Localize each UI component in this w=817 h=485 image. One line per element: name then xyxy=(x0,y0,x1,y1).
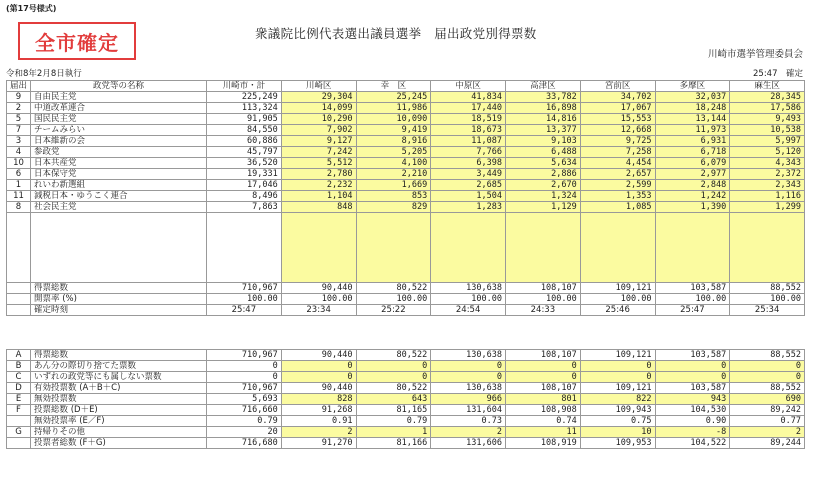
totals-key xyxy=(7,294,31,305)
vote-count: 11,973 xyxy=(655,125,730,136)
summary-value: 20 xyxy=(207,427,282,438)
summary-value: 11 xyxy=(506,427,581,438)
summary-label: 有効投票数 (A＋B＋C) xyxy=(31,383,207,394)
summary-label: 得票総数 xyxy=(31,350,207,361)
col-header-area: 中原区 xyxy=(431,81,506,92)
party-row xyxy=(7,202,805,213)
col-header-area: 川崎市・計 xyxy=(207,81,282,92)
totals-value: 100.00 xyxy=(431,294,506,305)
vote-count: 45,797 xyxy=(207,147,282,158)
summary-value: 0.75 xyxy=(580,416,655,427)
party-row xyxy=(7,125,805,136)
totals-value: 24:33 xyxy=(506,305,581,316)
party-row xyxy=(7,180,805,191)
vote-count: 2,372 xyxy=(730,169,805,180)
vote-count: 13,377 xyxy=(506,125,581,136)
vote-count: 9,725 xyxy=(580,136,655,147)
vote-count: 32,037 xyxy=(655,92,730,103)
summary-value: 88,552 xyxy=(730,350,805,361)
vote-count: 113,324 xyxy=(207,103,282,114)
summary-value: 822 xyxy=(580,394,655,405)
col-header-area: 多摩区 xyxy=(655,81,730,92)
vote-count: 2,232 xyxy=(281,180,356,191)
vote-count: 2,210 xyxy=(356,169,431,180)
party-number: 4 xyxy=(7,147,31,158)
totals-label: 開票率 (%) xyxy=(31,294,207,305)
vote-count: 9,127 xyxy=(281,136,356,147)
summary-value: 90,440 xyxy=(281,383,356,394)
summary-value: 0 xyxy=(207,372,282,383)
vote-count: 4,100 xyxy=(356,158,431,169)
totals-value: 710,967 xyxy=(207,283,282,294)
vote-count: 2,848 xyxy=(655,180,730,191)
totals-value: 103,587 xyxy=(655,283,730,294)
totals-value: 24:54 xyxy=(431,305,506,316)
vote-count: 17,440 xyxy=(431,103,506,114)
summary-value: 104,522 xyxy=(655,438,730,449)
vote-count: 4,343 xyxy=(730,158,805,169)
summary-value: 109,953 xyxy=(580,438,655,449)
col-header-area: 川崎区 xyxy=(281,81,356,92)
blank-cell xyxy=(281,213,356,283)
party-name: 自由民主党 xyxy=(31,92,207,103)
party-row xyxy=(7,191,805,202)
summary-value: -8 xyxy=(655,427,730,438)
party-row xyxy=(7,158,805,169)
summary-value: 131,604 xyxy=(431,405,506,416)
summary-value: 2 xyxy=(730,427,805,438)
vote-count: 853 xyxy=(356,191,431,202)
party-number: 1 xyxy=(7,180,31,191)
vote-count: 11,986 xyxy=(356,103,431,114)
party-name: 減税日本・ゆうこく連合 xyxy=(31,191,207,202)
party-row xyxy=(7,103,805,114)
vote-count: 2,685 xyxy=(431,180,506,191)
summary-value: 5,693 xyxy=(207,394,282,405)
summary-key: F xyxy=(7,405,31,416)
summary-value: 104,530 xyxy=(655,405,730,416)
summary-value: 0 xyxy=(580,361,655,372)
vote-count: 18,248 xyxy=(655,103,730,114)
blank-cell xyxy=(356,213,431,283)
col-header-area: 高津区 xyxy=(506,81,581,92)
totals-value: 100.00 xyxy=(356,294,431,305)
summary-key xyxy=(7,416,31,427)
summary-value: 0 xyxy=(281,361,356,372)
confirmation-status: 25:47 確定 xyxy=(753,69,803,79)
summary-label: いずれの政党等にも属しない票数 xyxy=(31,372,207,383)
vote-count: 12,668 xyxy=(580,125,655,136)
vote-count: 1,283 xyxy=(431,202,506,213)
vote-count: 225,249 xyxy=(207,92,282,103)
summary-value: 0.74 xyxy=(506,416,581,427)
vote-count: 2,886 xyxy=(506,169,581,180)
summary-value: 0 xyxy=(580,372,655,383)
vote-count: 6,079 xyxy=(655,158,730,169)
summary-value: 103,587 xyxy=(655,383,730,394)
summary-value: 80,522 xyxy=(356,383,431,394)
vote-count: 6,931 xyxy=(655,136,730,147)
blank-cell xyxy=(580,213,655,283)
election-date: 令和8年2月8日執行 xyxy=(6,69,82,79)
summary-key: C xyxy=(7,372,31,383)
summary-label: 無効投票数 xyxy=(31,394,207,405)
summary-value: 81,166 xyxy=(356,438,431,449)
summary-value: 109,121 xyxy=(580,383,655,394)
vote-count: 8,496 xyxy=(207,191,282,202)
vote-count: 1,390 xyxy=(655,202,730,213)
totals-value: 25:22 xyxy=(356,305,431,316)
summary-value: 0 xyxy=(730,372,805,383)
col-header-no: 届出 xyxy=(7,81,31,92)
summary-value: 0 xyxy=(655,361,730,372)
party-name: 国民民主党 xyxy=(31,114,207,125)
summary-value: 10 xyxy=(580,427,655,438)
party-row xyxy=(7,169,805,180)
summary-label: 持帰りその他 xyxy=(31,427,207,438)
totals-key xyxy=(7,305,31,316)
vote-count: 9,493 xyxy=(730,114,805,125)
col-header-area: 麻生区 xyxy=(730,81,805,92)
vote-count: 1,353 xyxy=(580,191,655,202)
party-number: 2 xyxy=(7,103,31,114)
summary-value: 710,967 xyxy=(207,383,282,394)
party-number: 3 xyxy=(7,136,31,147)
summary-row xyxy=(7,372,805,383)
vote-count: 2,343 xyxy=(730,180,805,191)
totals-row xyxy=(7,294,805,305)
party-row xyxy=(7,136,805,147)
summary-value: 0 xyxy=(730,361,805,372)
vote-count: 6,488 xyxy=(506,147,581,158)
party-row xyxy=(7,114,805,125)
vote-count: 11,087 xyxy=(431,136,506,147)
totals-value: 25:46 xyxy=(580,305,655,316)
summary-value: 0.91 xyxy=(281,416,356,427)
summary-value: 2 xyxy=(431,427,506,438)
vote-count: 1,324 xyxy=(506,191,581,202)
summary-value: 130,638 xyxy=(431,383,506,394)
summary-value: 0 xyxy=(431,372,506,383)
vote-count: 6,718 xyxy=(655,147,730,158)
vote-count: 7,242 xyxy=(281,147,356,158)
vote-count: 41,834 xyxy=(431,92,506,103)
vote-count: 7,902 xyxy=(281,125,356,136)
vote-count: 5,997 xyxy=(730,136,805,147)
summary-value: 828 xyxy=(281,394,356,405)
vote-count: 5,634 xyxy=(506,158,581,169)
summary-value: 643 xyxy=(356,394,431,405)
summary-value: 2 xyxy=(281,427,356,438)
party-number: 8 xyxy=(7,202,31,213)
summary-key xyxy=(7,438,31,449)
totals-value: 100.00 xyxy=(207,294,282,305)
party-number: 6 xyxy=(7,169,31,180)
vote-count: 829 xyxy=(356,202,431,213)
summary-value: 131,606 xyxy=(431,438,506,449)
vote-count: 1,129 xyxy=(506,202,581,213)
vote-count: 1,104 xyxy=(281,191,356,202)
party-name: 社会民主党 xyxy=(31,202,207,213)
summary-row xyxy=(7,438,805,449)
totals-key xyxy=(7,283,31,294)
summary-value: 710,967 xyxy=(207,350,282,361)
vote-count: 84,550 xyxy=(207,125,282,136)
col-header-area: 宮前区 xyxy=(580,81,655,92)
totals-value: 108,107 xyxy=(506,283,581,294)
vote-count: 9,419 xyxy=(356,125,431,136)
totals-value: 100.00 xyxy=(655,294,730,305)
vote-count: 14,099 xyxy=(281,103,356,114)
summary-value: 0 xyxy=(356,372,431,383)
summary-value: 109,121 xyxy=(580,350,655,361)
summary-value: 90,440 xyxy=(281,350,356,361)
header-row xyxy=(7,81,805,92)
summary-table xyxy=(6,349,805,449)
party-name: 中道改革連合 xyxy=(31,103,207,114)
party-row xyxy=(7,92,805,103)
totals-value: 90,440 xyxy=(281,283,356,294)
summary-value: 690 xyxy=(730,394,805,405)
summary-key: A xyxy=(7,350,31,361)
vote-count: 33,782 xyxy=(506,92,581,103)
vote-count: 17,586 xyxy=(730,103,805,114)
summary-value: 0 xyxy=(281,372,356,383)
vote-count: 6,398 xyxy=(431,158,506,169)
party-number: 5 xyxy=(7,114,31,125)
party-name: 日本維新の会 xyxy=(31,136,207,147)
vote-count: 2,670 xyxy=(506,180,581,191)
summary-value: 0.79 xyxy=(356,416,431,427)
vote-count: 3,449 xyxy=(431,169,506,180)
blank-cell xyxy=(207,213,282,283)
totals-value: 100.00 xyxy=(506,294,581,305)
vote-count: 7,766 xyxy=(431,147,506,158)
summary-value: 1 xyxy=(356,427,431,438)
vote-count: 5,120 xyxy=(730,147,805,158)
summary-value: 0 xyxy=(431,361,506,372)
totals-value: 100.00 xyxy=(281,294,356,305)
vote-count: 9,103 xyxy=(506,136,581,147)
totals-value: 25:47 xyxy=(207,305,282,316)
summary-value: 0.79 xyxy=(207,416,282,427)
vote-count: 34,702 xyxy=(580,92,655,103)
summary-value: 0 xyxy=(506,361,581,372)
vote-count: 60,886 xyxy=(207,136,282,147)
summary-value: 108,908 xyxy=(506,405,581,416)
totals-value: 100.00 xyxy=(730,294,805,305)
summary-value: 109,943 xyxy=(580,405,655,416)
totals-value: 23:34 xyxy=(281,305,356,316)
totals-value: 80,522 xyxy=(356,283,431,294)
vote-count: 5,205 xyxy=(356,147,431,158)
summary-row xyxy=(7,350,805,361)
summary-key: E xyxy=(7,394,31,405)
party-name: チームみらい xyxy=(31,125,207,136)
vote-count: 28,345 xyxy=(730,92,805,103)
confirmed-stamp: 全市確定 xyxy=(18,22,136,60)
vote-count: 1,504 xyxy=(431,191,506,202)
summary-value: 108,107 xyxy=(506,350,581,361)
vote-count: 2,780 xyxy=(281,169,356,180)
party-name: れいわ新選組 xyxy=(31,180,207,191)
totals-value: 100.00 xyxy=(580,294,655,305)
summary-label: 無効投票率 (E／F) xyxy=(31,416,207,427)
summary-label: 投票総数 (D＋E) xyxy=(31,405,207,416)
results-table xyxy=(6,80,805,316)
summary-value: 0 xyxy=(655,372,730,383)
party-number: 9 xyxy=(7,92,31,103)
vote-count: 17,067 xyxy=(580,103,655,114)
vote-count: 848 xyxy=(281,202,356,213)
summary-row xyxy=(7,394,805,405)
document-title: 衆議院比例代表選出議員選挙 届出政党別得票数 xyxy=(255,26,537,41)
vote-count: 10,538 xyxy=(730,125,805,136)
summary-value: 89,242 xyxy=(730,405,805,416)
vote-count: 10,290 xyxy=(281,114,356,125)
summary-value: 108,919 xyxy=(506,438,581,449)
vote-count: 2,977 xyxy=(655,169,730,180)
col-header-party: 政党等の名称 xyxy=(31,81,207,92)
vote-count: 1,116 xyxy=(730,191,805,202)
summary-value: 91,268 xyxy=(281,405,356,416)
summary-value: 80,522 xyxy=(356,350,431,361)
summary-value: 966 xyxy=(431,394,506,405)
blank-cell xyxy=(730,213,805,283)
summary-value: 0.73 xyxy=(431,416,506,427)
vote-count: 7,863 xyxy=(207,202,282,213)
vote-count: 16,898 xyxy=(506,103,581,114)
summary-row xyxy=(7,361,805,372)
vote-count: 15,553 xyxy=(580,114,655,125)
summary-value: 0 xyxy=(356,361,431,372)
col-header-area: 幸 区 xyxy=(356,81,431,92)
vote-count: 1,242 xyxy=(655,191,730,202)
summary-row xyxy=(7,416,805,427)
party-row xyxy=(7,147,805,158)
summary-value: 108,107 xyxy=(506,383,581,394)
summary-value: 130,638 xyxy=(431,350,506,361)
vote-count: 4,454 xyxy=(580,158,655,169)
blank-row xyxy=(7,213,805,283)
totals-label: 確定時刻 xyxy=(31,305,207,316)
form-number: (第17号様式) xyxy=(6,4,57,13)
vote-count: 18,519 xyxy=(431,114,506,125)
totals-value: 25:34 xyxy=(730,305,805,316)
summary-row xyxy=(7,383,805,394)
summary-value: 88,552 xyxy=(730,383,805,394)
committee-name: 川崎市選挙管理委員会 xyxy=(707,49,803,60)
totals-value: 25:47 xyxy=(655,305,730,316)
summary-value: 0 xyxy=(207,361,282,372)
vote-count: 2,599 xyxy=(580,180,655,191)
vote-count: 25,245 xyxy=(356,92,431,103)
summary-value: 0.77 xyxy=(730,416,805,427)
totals-value: 109,121 xyxy=(580,283,655,294)
vote-count: 14,816 xyxy=(506,114,581,125)
blank-cell xyxy=(7,213,31,283)
blank-cell xyxy=(506,213,581,283)
summary-value: 943 xyxy=(655,394,730,405)
blank-cell xyxy=(655,213,730,283)
vote-count: 1,085 xyxy=(580,202,655,213)
summary-value: 81,165 xyxy=(356,405,431,416)
vote-count: 7,258 xyxy=(580,147,655,158)
party-number: 7 xyxy=(7,125,31,136)
summary-label: あん分の際切り捨てた票数 xyxy=(31,361,207,372)
party-name: 日本共産党 xyxy=(31,158,207,169)
blank-cell xyxy=(431,213,506,283)
totals-row xyxy=(7,305,805,316)
summary-value: 103,587 xyxy=(655,350,730,361)
summary-key: G xyxy=(7,427,31,438)
summary-row xyxy=(7,427,805,438)
summary-value: 0.90 xyxy=(655,416,730,427)
vote-count: 1,669 xyxy=(356,180,431,191)
vote-count: 36,520 xyxy=(207,158,282,169)
summary-key: D xyxy=(7,383,31,394)
vote-count: 17,046 xyxy=(207,180,282,191)
summary-key: B xyxy=(7,361,31,372)
vote-count: 91,905 xyxy=(207,114,282,125)
totals-value: 130,638 xyxy=(431,283,506,294)
totals-label: 得票総数 xyxy=(31,283,207,294)
party-name: 日本保守党 xyxy=(31,169,207,180)
summary-row xyxy=(7,405,805,416)
party-number: 10 xyxy=(7,158,31,169)
summary-label: 投票者総数 (F＋G) xyxy=(31,438,207,449)
totals-row xyxy=(7,283,805,294)
summary-value: 91,270 xyxy=(281,438,356,449)
summary-value: 801 xyxy=(506,394,581,405)
vote-count: 18,673 xyxy=(431,125,506,136)
vote-count: 5,512 xyxy=(281,158,356,169)
summary-value: 716,680 xyxy=(207,438,282,449)
summary-value: 716,660 xyxy=(207,405,282,416)
totals-value: 88,552 xyxy=(730,283,805,294)
summary-value: 89,244 xyxy=(730,438,805,449)
blank-cell xyxy=(31,213,207,283)
vote-count: 13,144 xyxy=(655,114,730,125)
vote-count: 19,331 xyxy=(207,169,282,180)
party-name: 参政党 xyxy=(31,147,207,158)
vote-count: 1,299 xyxy=(730,202,805,213)
vote-count: 10,090 xyxy=(356,114,431,125)
vote-count: 8,916 xyxy=(356,136,431,147)
party-number: 11 xyxy=(7,191,31,202)
summary-value: 0 xyxy=(506,372,581,383)
vote-count: 29,304 xyxy=(281,92,356,103)
vote-count: 2,657 xyxy=(580,169,655,180)
